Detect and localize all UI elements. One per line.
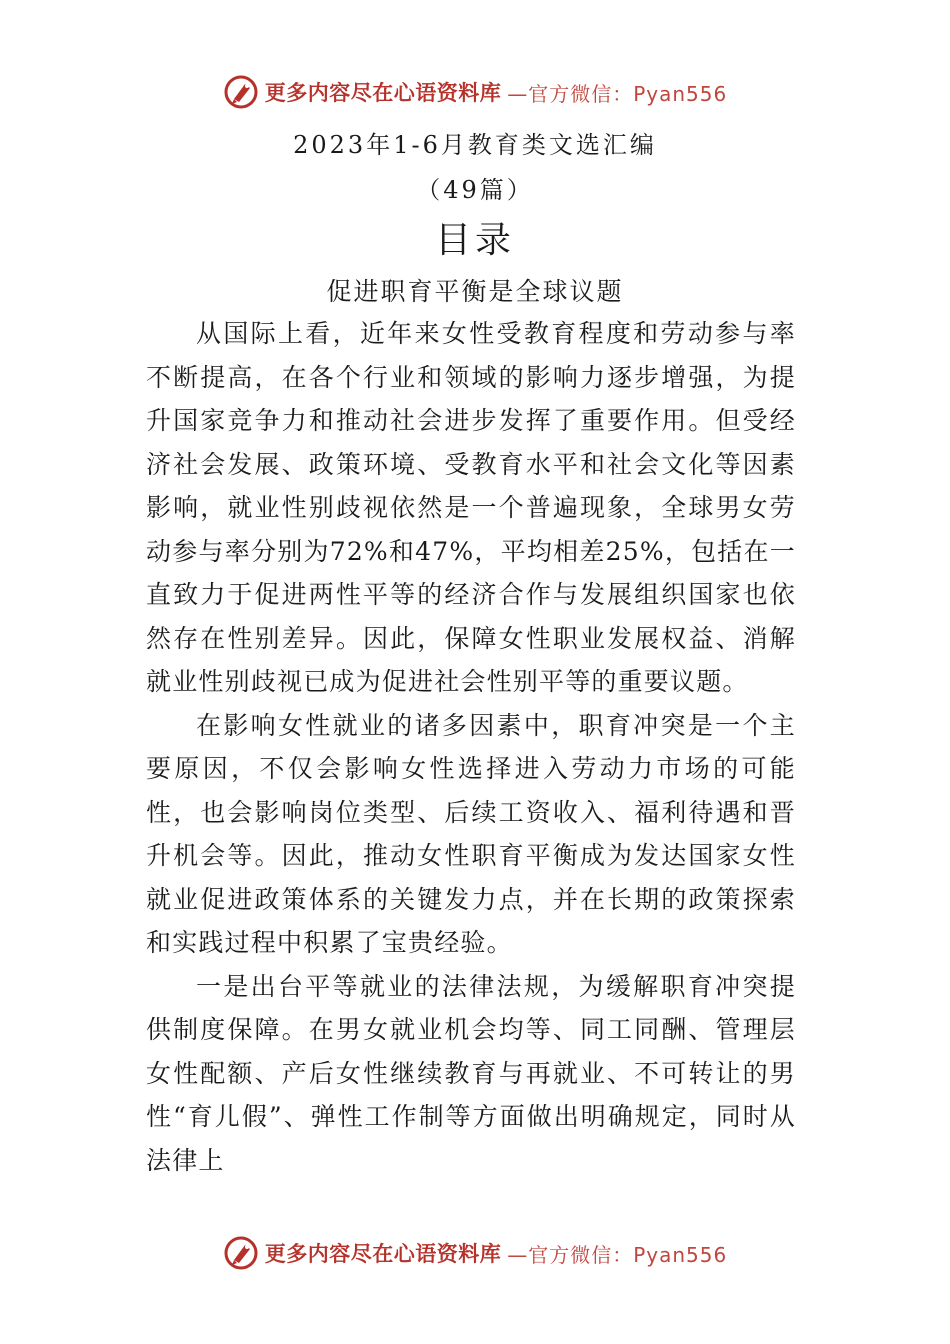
library-name: 更多内容尽在心语资料库 bbox=[264, 1241, 502, 1266]
wechat-contact: —官方微信：Pyan556 bbox=[507, 81, 728, 106]
wechat-contact: —官方微信：Pyan556 bbox=[507, 1242, 728, 1267]
article-body bbox=[146, 312, 796, 1182]
pen-logo-icon bbox=[223, 1235, 259, 1271]
pen-logo-icon bbox=[223, 74, 259, 110]
document-title: 2023年1-6月教育类文选汇编 bbox=[293, 131, 657, 159]
footer-watermark-banner bbox=[0, 1231, 950, 1275]
paragraph: 从国际上看，近年来女性受教育程度和劳动参与率不断提高，在各个行业和领域的影响力逐步增强，为提升国家竞争力和推动社会进步发挥了重要作用。但受经济社会发展、政策环境、受教育水平和社会文化等因素影响，就业性别歧视依然是一个普遍现象，全球男女劳动参与率分别为72%和47%，平均相差25%，包括在一直致力于促进两性平等的经济合作与发展组织国家也依然存在性别差异。因此，保障女性职业发展权益、消解就业性别歧视已成为促进社会性别平等的重要议题。 bbox=[146, 319, 796, 696]
header-watermark-banner bbox=[0, 70, 950, 114]
library-name: 更多内容尽在心语资料库 bbox=[264, 80, 502, 105]
document-subtitle: （49篇） bbox=[416, 176, 534, 204]
paragraph: 在影响女性就业的诸多因素中，职育冲突是一个主要原因，不仅会影响女性选择进入劳动力市场的可能性，也会影响岗位类型、后续工资收入、福利待遇和晋升机会等。因此，推动女性职育平衡成为发达国家女性就业促进政策体系的关键发力点，并在长期的政策探索和实践过程中积累了宝贵经验。 bbox=[146, 710, 796, 957]
article-title: 促进职育平衡是全球议题 bbox=[326, 277, 624, 306]
toc-heading: 目录 bbox=[434, 220, 515, 261]
paragraph: 一是出台平等就业的法律法规，为缓解职育冲突提供制度保障。在男女就业机会均等、同工同酬、管理层女性配额、产后女性继续教育与再就业、不可转让的男性“育儿假”、弹性工作制等方面做出明确规定，同时从法律上 bbox=[146, 971, 796, 1175]
